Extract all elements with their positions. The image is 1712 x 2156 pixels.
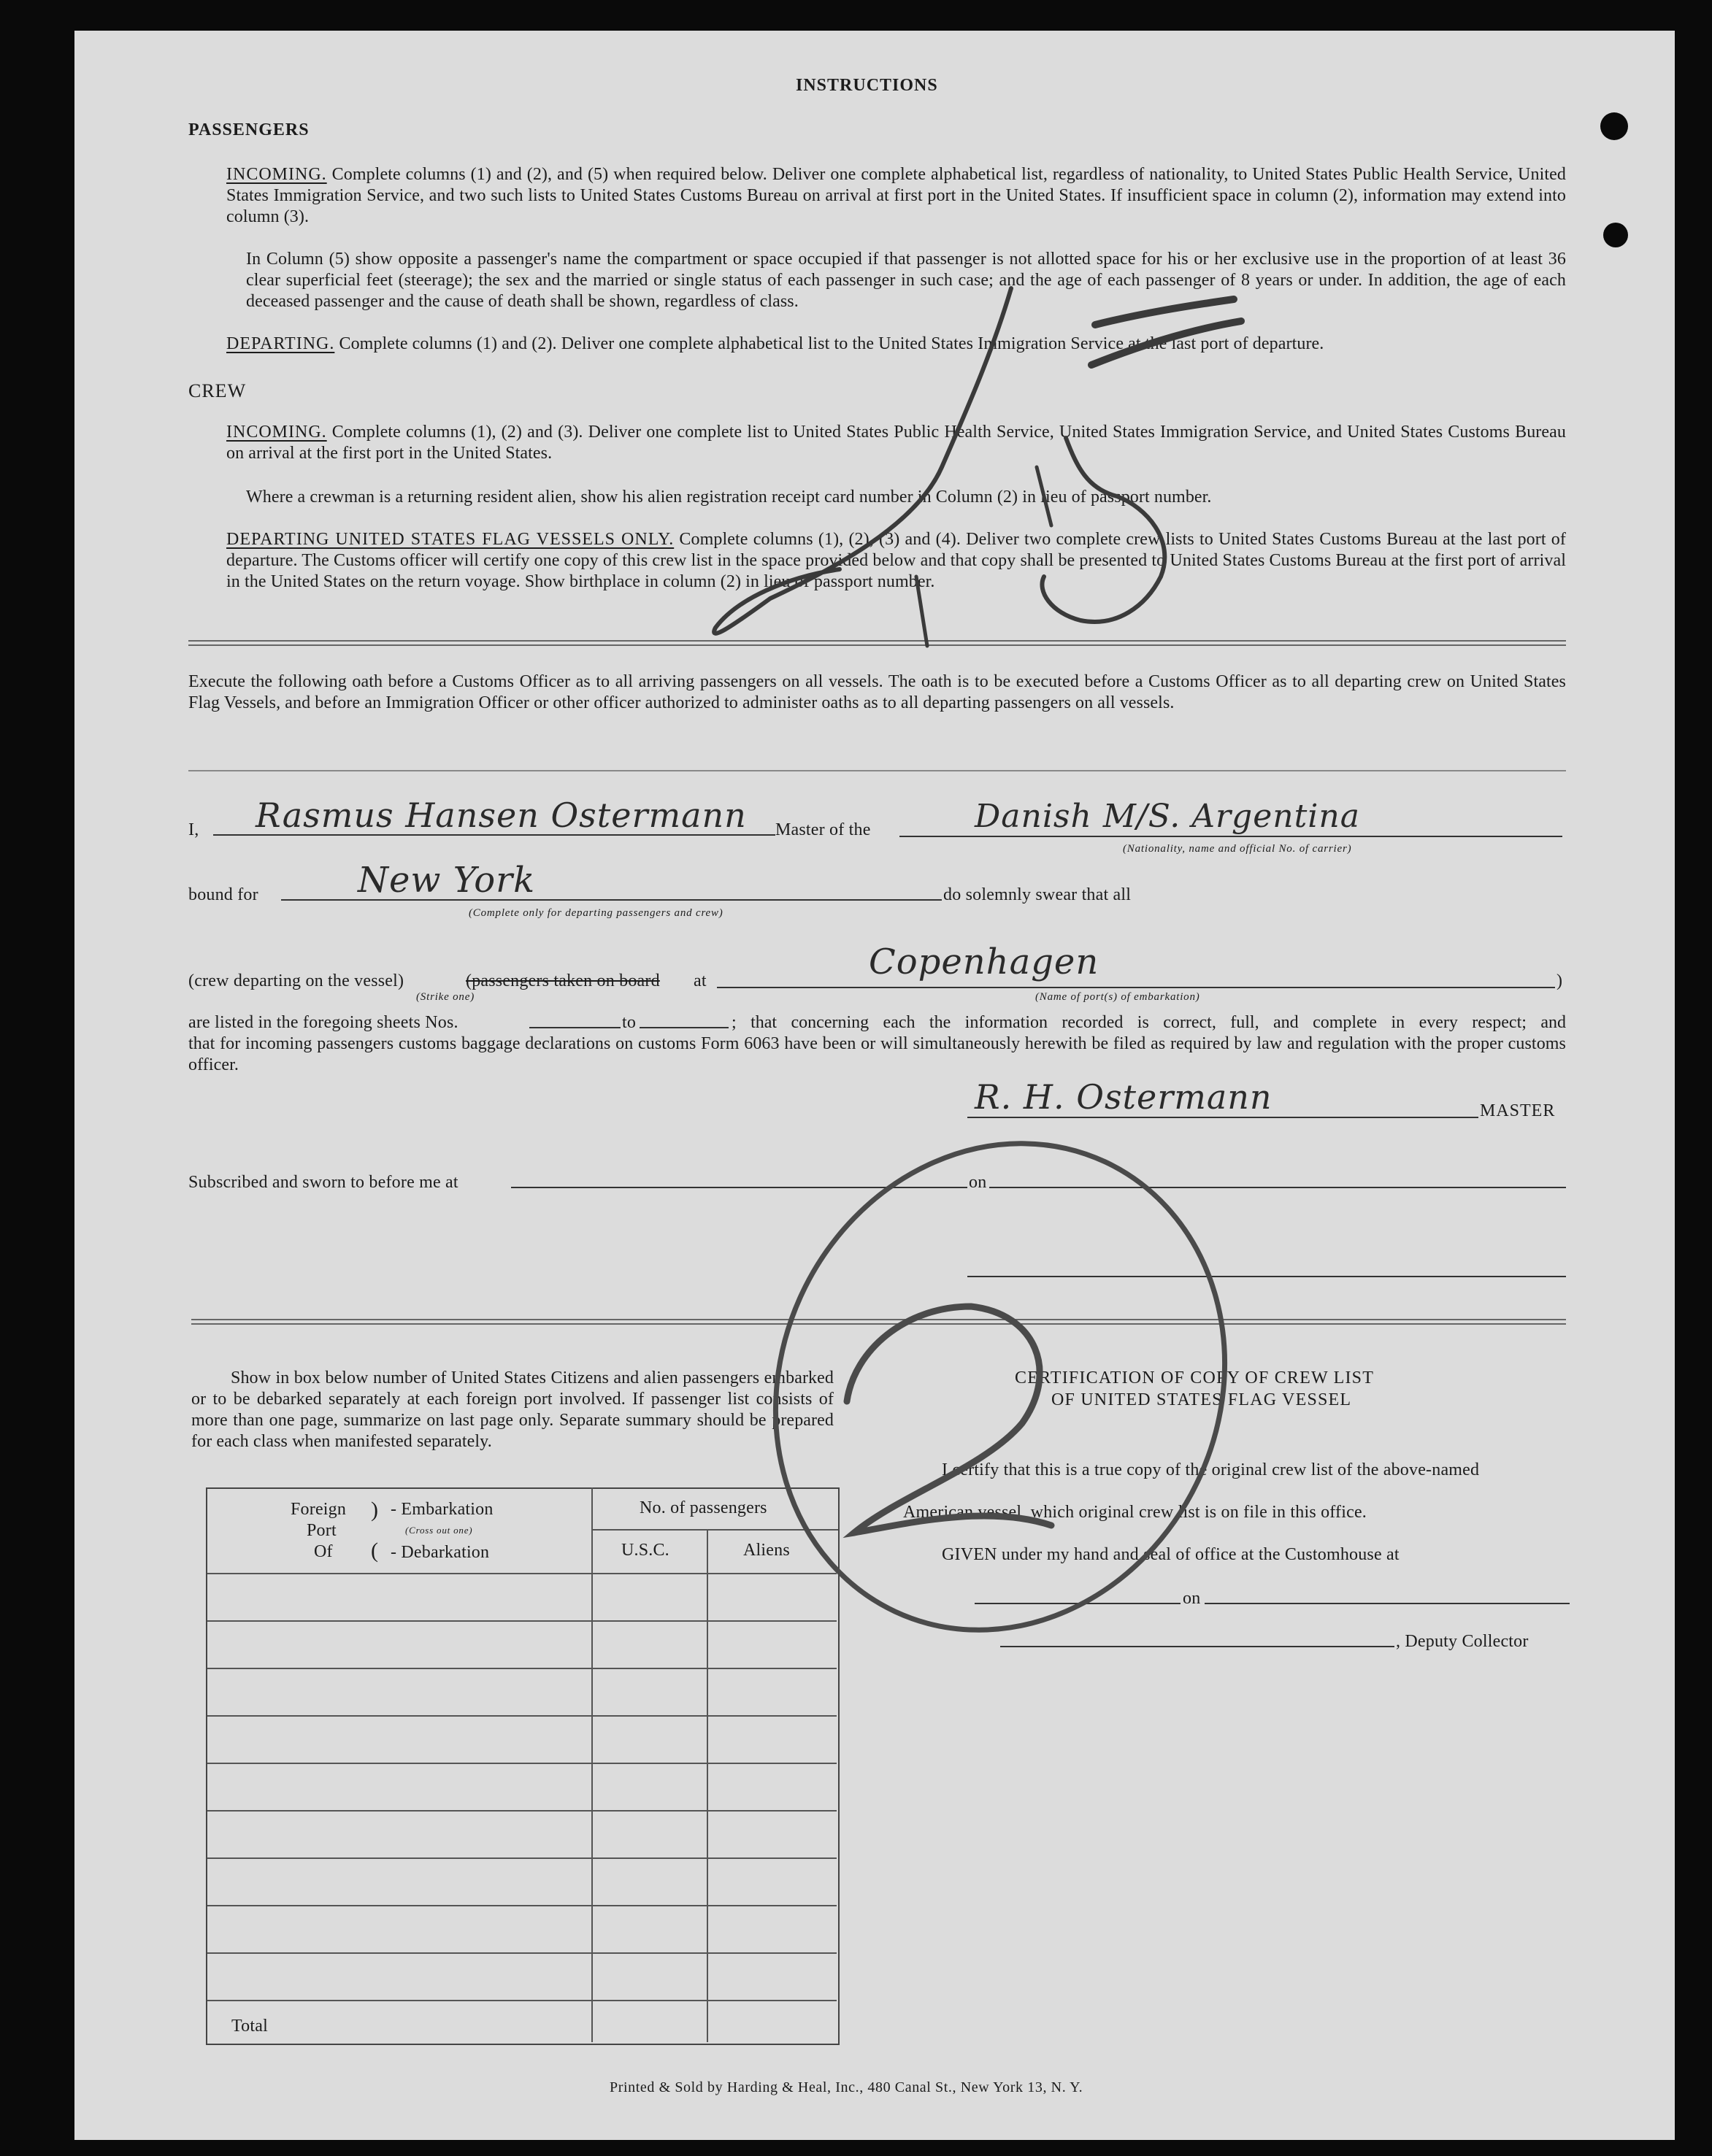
certification-text-2: American vessel, which original crew list is on file in this office. — [903, 1503, 1367, 1522]
sheets-prefix: are listed in the foregoing sheets Nos. — [188, 1013, 458, 1032]
table-debarkation-label: - Debarkation — [391, 1543, 490, 1562]
crew-incoming-label: INCOMING. — [226, 423, 327, 442]
passengers-column5-text: In Column (5) show opposite a passenger's name the compartment or space occupied if that passenger is not allotted space for his or her exclusive use in the proportion of at least 36 clear superficial feet (steerage); the sex and the married or single status of each passenger in such case; and the age of each passenger of 8 years or under. In addition, the age of each deceased passenger and the cause of death shall be shown, regardless of class. — [246, 250, 1566, 311]
instructions-title: INSTRUCTIONS — [796, 76, 938, 95]
master-name-handwriting: Rasmus Hansen Ostermann — [256, 796, 747, 835]
at-label: at — [694, 971, 707, 990]
printer-footer: Printed & Sold by Harding & Heal, Inc., 480 Canal St., New York 13, N. Y. — [610, 2079, 1083, 2095]
signature-handwriting: R. H. Ostermann — [975, 1077, 1273, 1117]
close-paren: ) — [1556, 971, 1563, 990]
passengers-heading: PASSENGERS — [188, 120, 310, 139]
passengers-departing-label: DEPARTING. — [226, 334, 335, 353]
master-label: MASTER — [1480, 1101, 1556, 1120]
table-port-label: Port — [307, 1521, 337, 1540]
master-of-label: Master of the — [775, 820, 871, 839]
subscribed-on-label: on — [969, 1173, 987, 1192]
passengers-departing-text: DEPARTING. Complete columns (1) and (2). Deliver one complete alphabetical list to the United States Immigration Service at the last port of departure. — [226, 334, 1324, 353]
strike-one-caption: (Strike one) — [416, 991, 475, 1003]
crew-incoming-text: INCOMING. Complete columns (1), (2) and (3). Deliver one complete list to United States Public Health Service, United States Immigration Service, and United States Customs Bureau on arrival at the first port in the United States. — [226, 423, 1566, 463]
sheets-suffix: ; that concerning each the information recorded is correct, full, and complete in every respect; and — [732, 1013, 1566, 1032]
bound-for-label: bound for — [188, 885, 258, 904]
passengers-incoming-text: INCOMING. Complete columns (1) and (2), and (5) when required below. Deliver one complete alphabetical list, regardless of nationality, to United States Public Health Service, United States Immigration Service, and two such lists to United States Customs Bureau on arrival at first port in the United States. If insufficient space in column (2), information may extend into column (3). — [226, 165, 1566, 226]
crew-heading: CREW — [188, 380, 247, 401]
port-caption: (Name of port(s) of embarkation) — [1035, 991, 1200, 1003]
certification-title-2: OF UNITED STATES FLAG VESSEL — [1051, 1390, 1352, 1409]
port-handwriting: Copenhagen — [869, 942, 1099, 982]
subscribed-label: Subscribed and sworn to before me at — [188, 1173, 458, 1192]
table-total-label: Total — [231, 2017, 268, 2036]
crew-resident-text: Where a crewman is a returning resident alien, show his alien registration receipt card number in Column (2) in lieu of passport number. — [246, 488, 1212, 507]
deputy-collector-label: , Deputy Collector — [1396, 1632, 1529, 1651]
table-embarkation-label: - Embarkation — [391, 1500, 494, 1519]
to-label: to — [622, 1013, 637, 1032]
summary-instructions: Show in box below number of United States Citizens and alien passengers embarked or to be debarked separately at each foreign port involved. If passenger list consists of more than one page, summarize on last page only. Separate summary should be prepared for each class when manifested separately. — [191, 1368, 834, 1451]
table-brace-bottom: ( — [371, 1539, 379, 1563]
certification-title-1: CERTIFICATION OF COPY OF CREW LIST — [1015, 1368, 1375, 1387]
certification-given-text: GIVEN under my hand and seal of office at the Customhouse at — [942, 1545, 1400, 1564]
crew-departing-text: DEPARTING UNITED STATES FLAG VESSELS ONLY. Complete columns (1), (2), (3) and (4). Deliver two complete crew lists to United States Customs Bureau at the last port of departure. The Customs officer will certify one copy of this crew list in the space provided below and that copy shall be presented to United States Customs Bureau at the first port of arrival in the United States on the return voyage. Show birthplace in column (2) in lieu of passport number. — [226, 530, 1566, 591]
destination-caption: (Complete only for departing passengers and crew) — [469, 907, 723, 919]
table-brace-top: ) — [371, 1498, 379, 1522]
circled-mark-strokes — [696, 1069, 1303, 1704]
certification-text-1: I certify that this is a true copy of the original crew list of the above-named — [942, 1460, 1480, 1479]
oath-i-label: I, — [188, 820, 199, 839]
crew-departing-option: (crew departing on the vessel) — [188, 971, 404, 990]
oath-intro-text: Execute the following oath before a Customs Officer as to all arriving passengers on all vessels. The oath is to be executed before a Customs Officer as to all departing crew on United States Flag Vessels, and before an Immigration Officer or other officer authorized to administer oaths as to all departing passengers on all vessels. — [188, 672, 1566, 712]
table-cross-out-caption: (Cross out one) — [405, 1525, 473, 1536]
certification-on-label: on — [1183, 1589, 1201, 1608]
vessel-caption: (Nationality, name and official No. of carrier) — [1123, 843, 1352, 855]
table-foreign-label: Foreign — [291, 1500, 347, 1519]
destination-handwriting: New York — [358, 860, 536, 901]
passengers-option-struck: (passengers taken on board — [466, 971, 660, 990]
swear-label: do solemnly swear that all — [943, 885, 1132, 904]
passengers-incoming-label: INCOMING. — [226, 165, 327, 184]
table-no-passengers-header: No. of passengers — [640, 1498, 767, 1517]
table-usc-header: U.S.C. — [621, 1541, 669, 1560]
table-of-label: Of — [314, 1542, 333, 1561]
vessel-handwriting: Danish M/S. Argentina — [975, 798, 1360, 835]
baggage-text: that for incoming passengers customs baggage declarations on customs Form 6063 have been or will simultaneously herewith be filed as required by law and regulation with the proper customs officer. — [188, 1034, 1566, 1074]
crew-departing-label: DEPARTING UNITED STATES FLAG VESSELS ONLY. — [226, 530, 675, 549]
table-aliens-header: Aliens — [743, 1541, 790, 1560]
number-mark-strokes — [714, 288, 1241, 646]
